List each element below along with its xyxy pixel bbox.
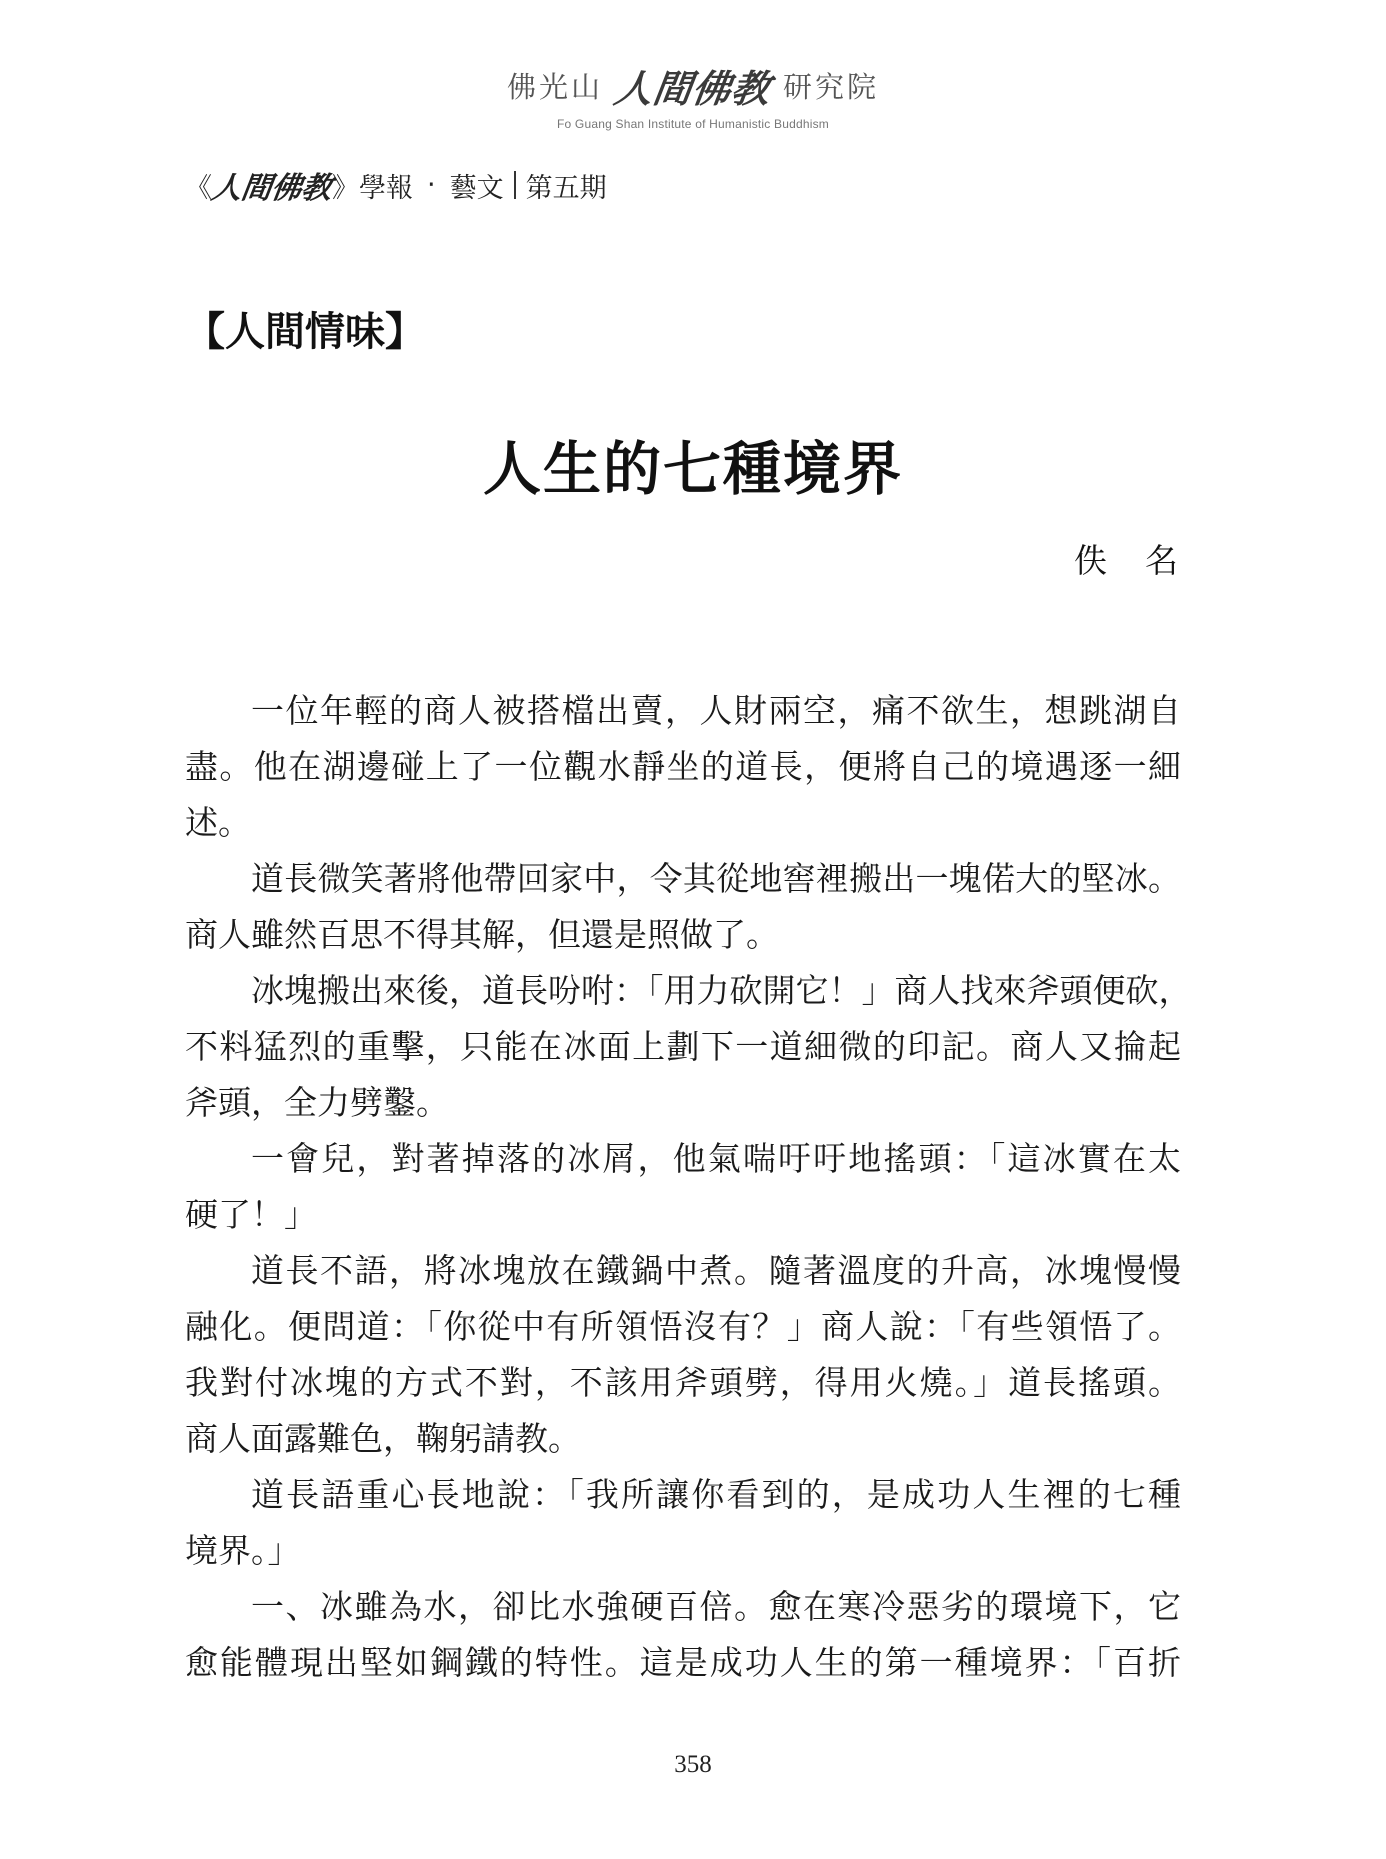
body-line: 一會兒，對著掉落的冰屑，他氣喘吁吁地搖頭：「這冰實在太 (251, 1139, 1181, 1178)
article-body (185, 683, 1192, 1691)
journal-divider (514, 171, 516, 199)
body-line: 商人面露難色，鞠躬請教。 (185, 1419, 581, 1458)
body-line: 我對付冰塊的方式不對，不該用斧頭劈，得用火燒。」道長搖頭。 (185, 1363, 1181, 1402)
body-line: 一、冰雖為水，卻比水強硬百倍。愈在寒冷惡劣的環境下，它 (251, 1587, 1181, 1626)
journal-brand: 人間佛教 (209, 171, 334, 206)
section-label: 【人間情味】 (185, 308, 425, 355)
body-line: 述。 (185, 803, 251, 842)
body-line: 冰塊搬出來後，道長吩咐：「用力砍開它！」商人找來斧頭便砍， (251, 971, 1192, 1010)
article-author: 佚名 (1074, 541, 1216, 580)
page-number: 358 (674, 1751, 712, 1778)
journal-running-head (185, 163, 607, 207)
article-title: 人生的七種境界 (482, 435, 903, 503)
body-line: 愈能體現出堅如鋼鐵的特性。這是成功人生的第一種境界：「百折 (185, 1643, 1181, 1682)
body-line: 道長微笑著將他帶回家中，令其從地窖裡搬出一塊偌大的堅冰。 (251, 859, 1181, 898)
body-line: 道長不語，將冰塊放在鐵鍋中煮。隨著溫度的升高，冰塊慢慢 (251, 1251, 1181, 1290)
journal-close-bracket: 》 (332, 172, 359, 204)
journal-issue: 第五期 (525, 172, 607, 204)
body-line: 道長語重心長地說：「我所讓你看到的，是成功人生裡的七種 (251, 1475, 1181, 1514)
institute-english-name: Fo Guang Shan Institute of Humanistic Buddhism (556, 117, 829, 131)
journal-category: 藝文 (449, 172, 504, 204)
body-line: 不料猛烈的重擊，只能在冰面上劃下一道細微的印記。商人又掄起 (185, 1027, 1181, 1066)
body-line: 境界。」 (185, 1531, 301, 1570)
institute-header (0, 58, 1386, 131)
journal-name: 學報 (359, 172, 413, 204)
body-line: 硬了！」 (185, 1195, 317, 1234)
body-line: 融化。便問道：「你從中有所領悟沒有？」商人說：「有些領悟了。 (185, 1307, 1181, 1346)
journal-dot: ‧ (427, 169, 436, 201)
institute-prefix: 佛光山 (506, 70, 603, 104)
body-line: 盡。他在湖邊碰上了一位觀水靜坐的道長，便將自己的境遇逐一細 (185, 747, 1181, 786)
institute-suffix: 研究院 (783, 70, 880, 104)
body-line: 斧頭，全力劈鑿。 (185, 1083, 449, 1122)
body-line: 商人雖然百思不得其解，但還是照做了。 (185, 915, 779, 954)
institute-logo (507, 58, 879, 113)
journal-open-bracket: 《 (185, 172, 212, 204)
body-line: 一位年輕的商人被搭檔出賣，人財兩空，痛不欲生，想跳湖自 (251, 691, 1181, 730)
institute-brand: 人間佛教 (611, 66, 774, 111)
